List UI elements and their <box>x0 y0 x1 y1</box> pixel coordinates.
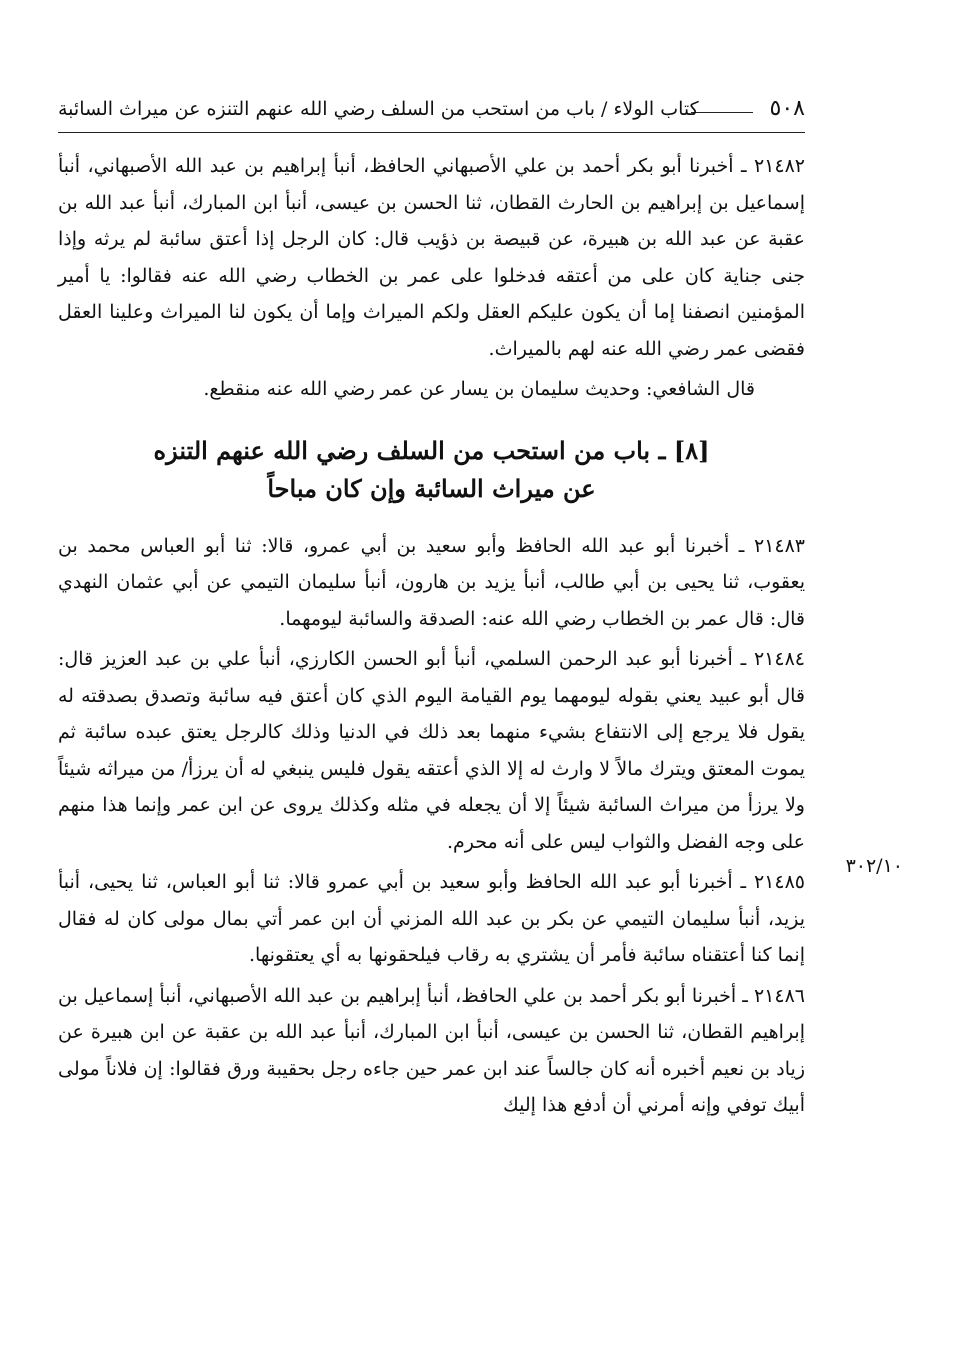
hadith-21482: ٢١٤٨٢ ـ أخبرنا أبو بكر أحمد بن علي الأصبهاني الحافظ، أنبأ إبراهيم بن عبد الله الأصبهاني، أنبأ إسماعيل بن إبراهيم بن الحارث القطان، ثنا الحسن بن عيسى، أنبأ ابن المبارك، أنبأ عبد الله بن عقبة عن عبد الله بن هبيرة، عن قبيصة بن ذؤيب قال: كان الرجل إذا أعتق سائبة لم يرثه وإذا جنى جناية كان على من أعتقه فدخلوا على عمر بن الخطاب رضي الله عنه فقالوا: يا أمير المؤمنين انصفنا إما أن يكون عليكم العقل ولكم الميراث وإما أن يكون لنا الميراث وعلينا العقل فقضى عمر رضي الله عنه لهم بالميراث. <box>58 155 805 360</box>
shafii-note: قال الشافعي: وحديث سليمان بن يسار عن عمر رضي الله عنه منقطع. <box>203 378 755 400</box>
running-header <box>58 92 805 133</box>
margin-volume-page-reference: ٣٠٢/١٠ <box>845 855 903 877</box>
header-dash-rule <box>691 112 753 113</box>
hadith-21485: ٢١٤٨٥ ـ أخبرنا أبو عبد الله الحافظ وأبو سعيد بن أبي عمرو قالا: ثنا أبو العباس، ثنا يحيى، أنبأ يزيد، أنبأ سليمان التيمي عن بكر بن عبد الله المزني أن ابن عمر أتي بمال مولى كان له فقال إنما كنا أعتقناه سائبة فأمر أن يشتري به رقاب فيلحقونها به أي يعتقونها. <box>58 871 805 966</box>
chapter-heading-line-1: [٨] ـ باب من استحب من السلف رضي الله عنهم التنزه <box>153 435 710 465</box>
hadith-21486: ٢١٤٨٦ ـ أخبرنا أبو بكر أحمد بن علي الحافظ، أنبأ إبراهيم بن عبد الله الأصبهاني، أنبأ إسماعيل بن إبراهيم القطان، ثنا الحسن بن عيسى، أنبأ ابن المبارك، أنبأ عبد الله بن عقبة عن ابن هبيرة عن زياد بن نعيم أخبره أنه كان جالساً عند ابن عمر حين جاءه رجل بحقيبة ورق فقالوا: إن فلاناً مولى أبيك توفي وإنه أمرني أن أدفع هذا إليك <box>58 984 805 1116</box>
chapter-heading <box>58 432 805 508</box>
hadith-21483: ٢١٤٨٣ ـ أخبرنا أبو عبد الله الحافظ وأبو سعيد بن أبي عمرو، قالا: ثنا أبو العباس محمد بن يعقوب، ثنا يحيى بن أبي طالب، أنبأ يزيد بن هارون، أنبأ سليمان التيمي عن أبي عثمان النهدي قال: قال عمر بن الخطاب رضي الله عنه: الصدقة والسائبة ليومهما. <box>58 534 805 630</box>
page-number: ٥٠٨ <box>769 96 805 121</box>
hadith-21484: ٢١٤٨٤ ـ أخبرنا أبو عبد الرحمن السلمي، أنبأ أبو الحسن الكارزي، أنبأ علي بن عبد العزيز قال: قال أبو عبيد يعني بقوله ليومهما يوم القيامة اليوم الذي كان أعتق فيه سائبة وتصدق بصدقته له يقول فلا يرجع إلى الانتفاع بشيء منهما بعد ذلك في الدنيا وذلك كالرجل يعتق عبده سائبة ثم يموت المعتق ويترك مالاً لا وارث له إلا الذي أعتقه يقول فليس ينبغي له أن يرزأ/ من ميراثه شيئاً ولا يرزأ من ميراث السائبة شيئاً إلا أن يجعله في مثله وكذلك يروى عن ابن عمر وإنما هذا منهم على وجه الفضل والثواب ليس على أنه محرم. <box>58 648 805 853</box>
main-text <box>58 148 805 1128</box>
chapter-heading-line-2: عن ميراث السائبة وإن كان مباحاً <box>267 473 596 503</box>
running-title: كتاب الولاء / باب من استحب من السلف رضي الله عنهم التنزه عن ميراث السائبة <box>58 98 699 120</box>
